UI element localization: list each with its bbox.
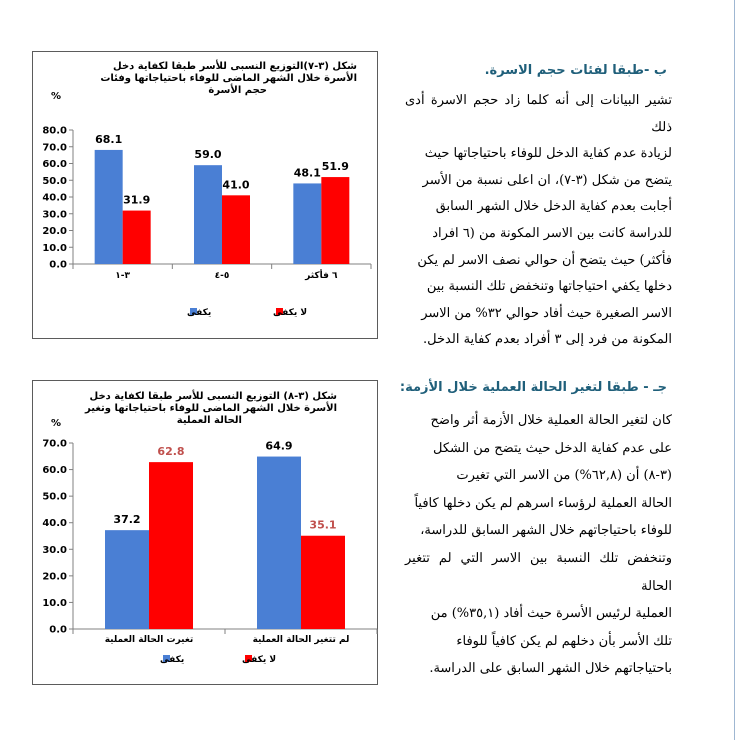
section-b-heading: ب -طبقا لفئات حجم الاسرة. xyxy=(484,63,667,78)
section-b-line: لزيادة عدم كفاية الدخل للوفاء باحتياجاتها حيث xyxy=(424,146,672,162)
x-category-label: لم تتغير الحالة العملية xyxy=(252,635,350,645)
legend-label: لا يكفى xyxy=(273,308,308,318)
section-b-line: يتضح من شكل (٣-٧)، ان اعلى نسبة من الأسر xyxy=(422,172,672,188)
chart-1-ylabel: % xyxy=(51,91,62,102)
section-b-line: تشير البيانات إلى أنه كلما زاد حجم الاسرة أدى ذلك xyxy=(405,93,672,135)
data-label: 62.8 xyxy=(157,445,185,459)
data-label: 31.9 xyxy=(123,193,151,207)
y-tick-label: 50.0 xyxy=(42,175,67,187)
section-b-line: فأكثر) حيث يتضح أن حوالي نصف الاسر لم يكن xyxy=(417,252,672,268)
bar-sufficient xyxy=(257,457,301,629)
y-tick-label: 30.0 xyxy=(42,544,67,556)
chart-2-ylabel: % xyxy=(51,418,62,429)
bar-insufficient xyxy=(301,536,345,629)
bar-insufficient xyxy=(222,195,250,264)
bar-insufficient xyxy=(321,177,349,264)
y-tick-label: 70.0 xyxy=(42,438,67,450)
legend-label: لا يكفى xyxy=(242,655,277,665)
chart-2-plot xyxy=(33,381,379,686)
y-tick-label: 60.0 xyxy=(42,465,67,477)
data-label: 37.2 xyxy=(113,513,141,527)
y-tick-label: 10.0 xyxy=(42,597,67,609)
y-tick-label: 20.0 xyxy=(42,226,67,237)
chart-2-title-line-3: الحالة العملية xyxy=(176,415,242,426)
legend-label: يكفى xyxy=(160,655,185,665)
chart-1-title-line-2: الأسرة خلال الشهر الماضى للوفاء باحتياجاتها وفئات xyxy=(100,73,357,84)
y-tick-label: 0.0 xyxy=(49,624,67,636)
x-category-label: تغيرت الحالة العملية xyxy=(104,635,194,645)
y-tick-label: 0.0 xyxy=(49,259,67,271)
bar-sufficient xyxy=(194,165,222,264)
y-tick-label: 40.0 xyxy=(42,192,67,204)
chart-2-title-line-1: شكل (٣-٨) التوزيع النسبى للأسر طبقا لكفاية دخل xyxy=(89,391,337,402)
section-b-line: الاسر الصغيرة حيث أفاد حوالي ٣٢% من الاسر xyxy=(421,305,672,321)
chart-figure-3-8 xyxy=(32,380,378,685)
y-tick-label: 20.0 xyxy=(42,571,67,583)
x-category-label: ٥-٤ xyxy=(214,271,230,281)
data-label: 51.9 xyxy=(321,160,349,174)
chart-1-title-line-1: شكل (٣-٧)التوزيع النسبى للأسر طبقا لكفاية دخل xyxy=(113,61,357,72)
section-c-line: كان لتغير الحالة العملية خلال الأزمة أثر واضح xyxy=(430,413,672,428)
bar-sufficient xyxy=(95,150,123,264)
section-c-line: للوفاء باحتياجاتهم خلال الشهر السابق للدراسة، xyxy=(420,523,672,539)
section-c-line: باحتياجاتهم خلال الشهر السابق على الدراسة. xyxy=(429,661,672,677)
bar-sufficient xyxy=(105,530,149,629)
section-c-line: تلك الأسر بأن دخلهم لم يكن كافياً للوفاء xyxy=(456,633,672,649)
y-tick-label: 70.0 xyxy=(42,142,67,154)
legend-label: يكفى xyxy=(187,308,212,318)
data-label: 48.1 xyxy=(293,166,321,180)
section-b-line: للدراسة كانت بين الاسر المكونة من (٦ افراد xyxy=(432,225,672,241)
section-b-line: المكونة من فرد إلى ٣ أفراد بعدم كفاية الدخل. xyxy=(423,332,672,348)
section-c-line: على عدم كفاية الدخل حيث يتضح من الشكل xyxy=(432,440,672,456)
section-c-line: الحالة العملية لرؤساء اسرهم لم يكن دخلها كافياً xyxy=(414,495,672,511)
data-label: 64.9 xyxy=(265,439,293,453)
y-tick-label: 50.0 xyxy=(42,491,67,503)
y-tick-label: 30.0 xyxy=(42,209,67,221)
data-label: 68.1 xyxy=(95,132,123,146)
section-b-line: أجابت بعدم كفاية الدخل خلال الشهر السابق xyxy=(435,199,672,215)
chart-2-title-line-2: الأسرة خلال الشهر الماضى للوفاء باحتياجاتها وتغير xyxy=(85,403,337,414)
data-label: 35.1 xyxy=(309,518,337,532)
y-tick-label: 80.0 xyxy=(42,125,67,137)
section-c-line: (٣-٨) أن (٦٢,٨%) من الاسر التي تغيرت xyxy=(456,468,672,484)
y-tick-label: 10.0 xyxy=(42,242,67,254)
y-tick-label: 60.0 xyxy=(42,159,67,170)
data-label: 59.0 xyxy=(194,148,222,162)
chart-1-plot xyxy=(33,52,379,340)
bar-insufficient xyxy=(123,211,151,264)
chart-figure-3-7 xyxy=(32,51,378,339)
section-b-line: دخلها يكفي احتياجاتها وتنخفض تلك النسبة بين xyxy=(426,279,672,295)
chart-1-title-line-3: حجم الأسرة xyxy=(208,85,267,96)
x-category-label: ٦ فأكثر xyxy=(305,271,338,281)
y-tick-label: 40.0 xyxy=(42,518,67,530)
section-c-line: العملية لرئيس الأسرة حيث أفاد (٣٥,١%) من xyxy=(430,606,672,622)
data-label: 41.0 xyxy=(222,178,250,192)
bar-sufficient xyxy=(293,183,321,264)
section-c-paragraph xyxy=(405,407,672,683)
section-c-heading: جـ - طبقا لتغير الحالة العملية خلال الأزمة: xyxy=(399,380,667,395)
bar-insufficient xyxy=(149,462,193,629)
section-c-line: وتنخفض تلك النسبة بين الاسر التي لم تتغير الحالة xyxy=(405,550,672,594)
x-category-label: ٣-١ xyxy=(115,271,131,281)
section-b-paragraph xyxy=(405,88,672,354)
